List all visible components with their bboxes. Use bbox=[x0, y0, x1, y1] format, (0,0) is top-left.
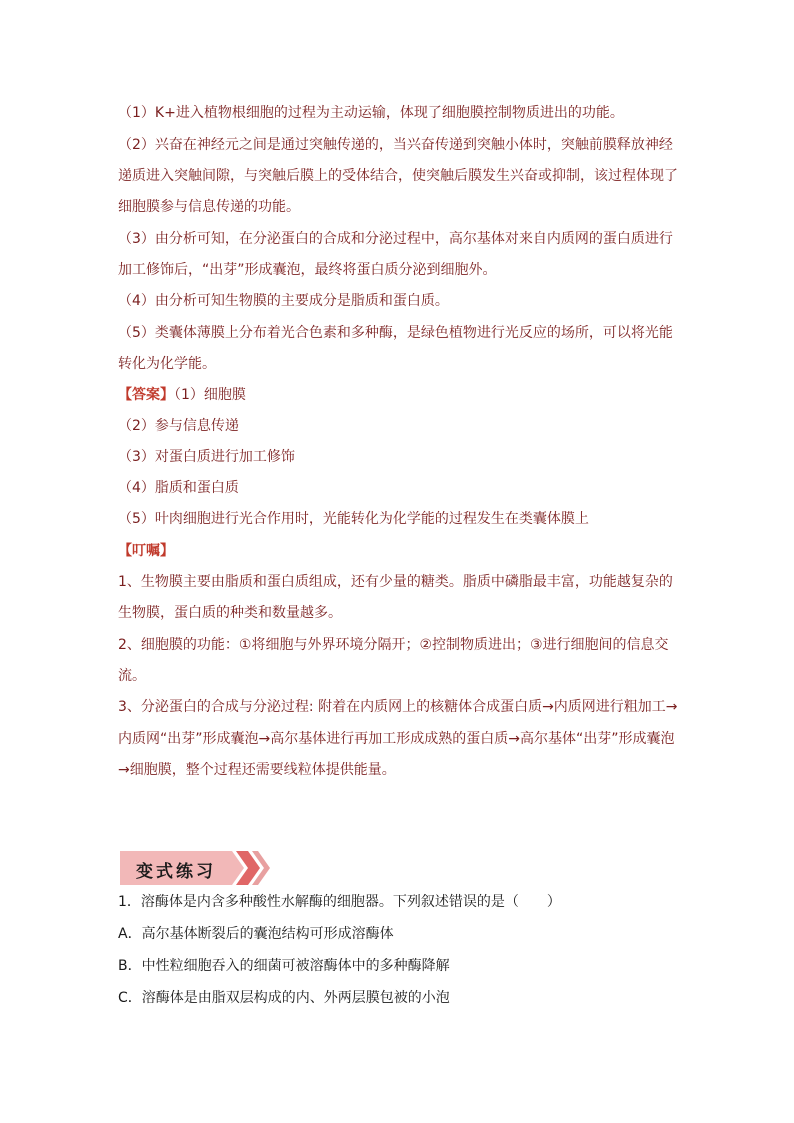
answer-item-4: （4）脂质和蛋白质 bbox=[118, 480, 239, 496]
analysis-item-2-line-3: 细胞膜参与信息传递的功能。 bbox=[118, 199, 300, 215]
reminder-label: 【叮嘱】 bbox=[118, 543, 174, 559]
reminder-item-1-line-2: 生物膜，蛋白质的种类和数量越多。 bbox=[118, 605, 342, 621]
analysis-item-3-line-1: （3）由分析可知，在分泌蛋白的合成和分泌过程中，高尔基体对来自内质网的蛋白质进行 bbox=[118, 231, 673, 247]
analysis-item-2-line-1: （2）兴奋在神经元之间是通过突触传递的，当兴奋传递到突触小体时，突触前膜释放神经 bbox=[118, 137, 673, 153]
analysis-item-1: （1）K+进入植物根细胞的过程为主动运输，体现了细胞膜控制物质进出的功能。 bbox=[118, 105, 624, 121]
reminder-item-3-line-2: 内质网“出芽”形成囊泡→高尔基体进行再加工形成成熟的蛋白质→高尔基体“出芽”形成囊泡 bbox=[118, 731, 675, 747]
reminder-item-2-line-1: 2、细胞膜的功能：①将细胞与外界环境分隔开；②控制物质进出；③进行细胞间的信息交 bbox=[118, 637, 669, 653]
reminder-item-3-line-1: 3、分泌蛋白的合成与分泌过程: 附着在内质网上的核糖体合成蛋白质→内质网进行粗加工→ bbox=[118, 699, 678, 715]
question-1-option-a: A．高尔基体断裂后的囊泡结构可形成溶酶体 bbox=[118, 926, 394, 942]
answer-line-1 bbox=[118, 385, 246, 405]
analysis-item-5-line-2: 转化为化学能。 bbox=[118, 356, 216, 372]
reminder-heading bbox=[118, 541, 174, 561]
question-1-option-c: C．溶酶体是由脂双层构成的内、外两层膜包被的小泡 bbox=[118, 990, 450, 1006]
answer-item-2: （2）参与信息传递 bbox=[118, 418, 239, 434]
reminder-item-3-line-3: →细胞膜，整个过程还需要线粒体提供能量。 bbox=[118, 762, 396, 778]
question-1-option-b: B．中性粒细胞吞入的细菌可被溶酶体中的多种酶降解 bbox=[118, 958, 450, 974]
reminder-item-2-line-2: 流。 bbox=[118, 668, 146, 684]
practice-section-banner bbox=[120, 851, 270, 885]
question-1: 1．溶酶体是内含多种酸性水解酶的细胞器。下列叙述错误的是（ ） bbox=[118, 894, 561, 910]
answer-item-5: （5）叶肉细胞进行光合作用时，光能转化为化学能的过程发生在类囊体膜上 bbox=[118, 511, 589, 527]
analysis-item-3-line-2: 加工修饰后，“出芽”形成囊泡，最终将蛋白质分泌到细胞外。 bbox=[118, 262, 497, 278]
answer-item-3: （3）对蛋白质进行加工修饰 bbox=[118, 449, 295, 465]
analysis-item-4: （4）由分析可知生物膜的主要成分是脂质和蛋白质。 bbox=[118, 293, 449, 309]
answer-item-1: （1）细胞膜 bbox=[174, 387, 246, 403]
analysis-item-5-line-1: （5）类囊体薄膜上分布着光合色素和多种酶，是绿色植物进行光反应的场所，可以将光能 bbox=[118, 325, 673, 341]
practice-banner-title: 变式练习 bbox=[136, 862, 216, 882]
answer-label: 【答案】 bbox=[118, 387, 174, 403]
analysis-item-2-line-2: 递质进入突触间隙，与突触后膜上的受体结合，使突触后膜发生兴奋或抑制，该过程体现了 bbox=[118, 168, 678, 184]
reminder-item-1-line-1: 1、生物膜主要由脂质和蛋白质组成，还有少量的糖类。脂质中磷脂最丰富，功能越复杂的 bbox=[118, 574, 673, 590]
